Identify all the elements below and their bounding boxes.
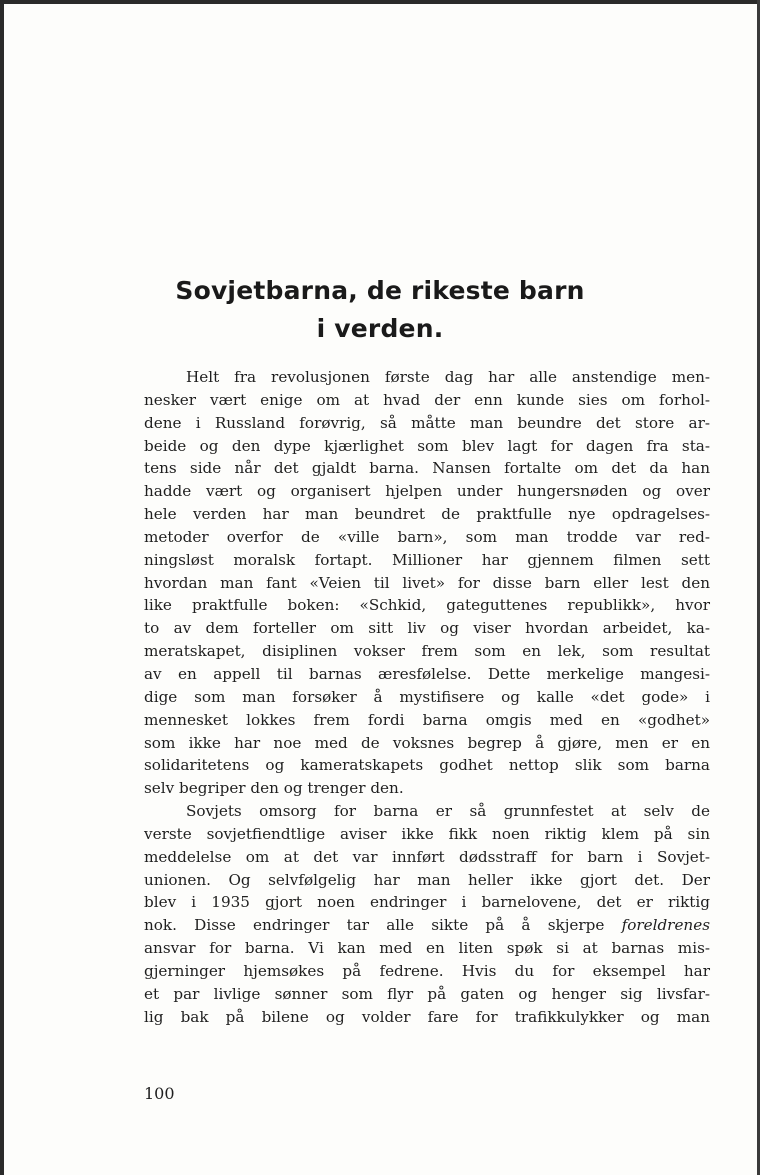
- text-line: meddelelse om at det var innført dødsstraff for barn i Sovjet-: [144, 847, 710, 866]
- text-line: verste sovjetfiendtlige aviser ikke fikk noen riktig klem på sin: [144, 824, 710, 843]
- chapter-heading-line-2: i verden.: [316, 314, 444, 343]
- text-line: meratskapet, disiplinen vokser frem som en lek, som resultat: [144, 642, 710, 661]
- text-line: nesker vært enige om at hvad der enn kunde sies om forhol-: [144, 390, 710, 409]
- text-line: beide og den dype kjærlighet som blev lagt for dagen fra sta-: [144, 436, 710, 455]
- chapter-heading: [140, 272, 620, 348]
- page-number: 100: [144, 1084, 175, 1103]
- text-line: unionen. Og selvfølgelig har man heller ikke gjort det. Der: [144, 870, 710, 889]
- text-line: av en appell til barnas æresfølelse. Dette merkelige mangesi-: [144, 664, 710, 683]
- scan-border-left: [0, 0, 4, 1175]
- scan-border-top: [0, 0, 760, 4]
- text-line: som ikke har noe med de voksnes begrep å gjøre, men er en: [144, 733, 710, 752]
- text-line: like praktfulle boken: «Schkid, gateguttenes republikk», hvor: [144, 596, 710, 615]
- text-line: et par livlige sønner som flyr på gaten og henger sig livsfar-: [144, 984, 710, 1003]
- text-line: dene i Russland forøvrig, så måtte man beundre det store ar-: [144, 413, 710, 432]
- text-line: Sovjets omsorg for barna er så grunnfestet at selv de: [186, 802, 710, 821]
- text-line: to av dem forteller om sitt liv og viser hvordan arbeidet, ka-: [144, 619, 710, 638]
- text-line: lig bak på bilene og volder fare for trafikkulykker og man: [144, 1007, 710, 1026]
- text-line: Helt fra revolusjonen første dag har alle anstendige men-: [186, 368, 710, 386]
- text-line: hele verden har man beundret de praktfulle nye opdragelses-: [144, 505, 710, 524]
- text-segment: nok. Disse endringer tar alle sikte på å skjerpe: [144, 916, 605, 935]
- text-line: hvordan man fant «Veien til livet» for disse barn eller lest den: [144, 573, 710, 592]
- emphasized-word: foreldrenes: [621, 916, 710, 935]
- chapter-heading-line-1: Sovjetbarna, de rikeste barn: [175, 276, 585, 305]
- text-line: mennesket lokkes frem fordi barna omgis med en «godhet»: [144, 710, 710, 729]
- text-line-with-emphasis: [144, 914, 710, 937]
- body-text: [144, 366, 710, 1028]
- text-line: ningsløst moralsk fortapt. Millioner har gjennem filmen sett: [144, 550, 710, 569]
- text-line: metoder overfor de «ville barn», som man trodde var red-: [144, 527, 710, 546]
- text-line: hadde vært og organisert hjelpen under hungersnøden og over: [144, 482, 710, 501]
- text-line: gjerninger hjemsøkes på fedrene. Hvis du for eksempel har: [144, 961, 710, 980]
- text-line: selv begriper den og trenger den.: [144, 779, 404, 798]
- text-line: tens side når det gjaldt barna. Nansen fortalte om det da han: [144, 459, 710, 478]
- text-line: solidaritetens og kameratskapets godhet nettop slik som barna: [144, 756, 710, 775]
- text-line: ansvar for barna. Vi kan med en liten spøk si at barnas mis-: [144, 939, 710, 958]
- text-line: dige som man forsøker å mystifisere og kalle «det gode» i: [144, 687, 710, 706]
- text-line: blev i 1935 gjort noen endringer i barnelovene, det er riktig: [144, 893, 710, 912]
